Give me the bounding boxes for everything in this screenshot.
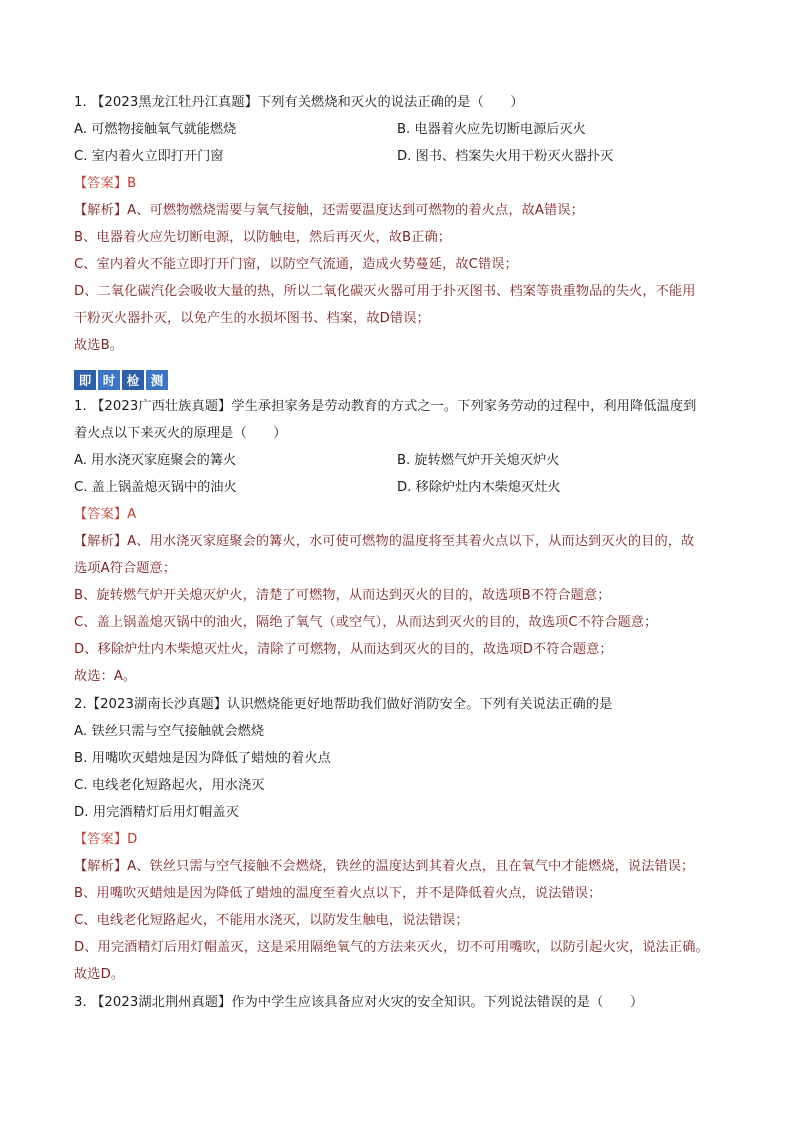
question-1-option-b: B. 电器着火应先切断电源后灭火 (397, 122, 586, 137)
question-3-option-d: D. 用完酒精灯后用灯帽盖灭 (74, 805, 239, 820)
question-1-analysis-line: C、室内着火不能立即打开门窗，以防空气流通，造成火势蔓延，故C错误； (74, 257, 518, 272)
question-3-stem: 2.【2023湖南长沙真题】认识燃烧能更好地帮助我们做好消防安全。下列有关说法正确的是 (74, 697, 613, 712)
question-2-stem-continued: 着火点以下来灭火的原理是（ ） (74, 426, 287, 441)
question-3-option-a: A. 铁丝只需与空气接触就会燃烧 (74, 724, 265, 739)
question-1-stem: 1. 【2023黑龙江牡丹江真题】下列有关燃烧和灭火的说法正确的是（ ） (74, 95, 524, 110)
section-heading-char: 测 (146, 370, 168, 390)
question-2-option-c: C. 盖上锅盖熄灭锅中的油火 (74, 480, 237, 495)
question-2-analysis-line: C、盖上锅盖熄灭锅中的油火，隔绝了氧气（或空气），从而达到灭火的目的，故选项C不符合题意； (74, 615, 658, 630)
question-3-analysis-line: 故选D。 (74, 967, 125, 982)
section-heading-char: 即 (74, 370, 96, 390)
question-1-option-d: D. 图书、档案失火用干粉灭火器扑灭 (397, 149, 614, 164)
question-1-analysis-line: D、二氧化碳汽化会吸收大量的热，所以二氧化碳灭火器可用于扑灭图书、档案等贵重物品的失火，不能用 (74, 284, 696, 299)
section-heading-char: 检 (122, 370, 144, 390)
question-3-option-c: C. 电线老化短路起火，用水浇灭 (74, 778, 265, 793)
question-1-analysis-line: 故选B。 (74, 338, 124, 353)
question-2-option-b: B. 旋转燃气炉开关熄灭炉火 (397, 453, 560, 468)
question-1-analysis-line: B、电器着火应先切断电源，以防触电，然后再灭火，故B正确； (74, 230, 452, 245)
question-3-answer: 【答案】D (74, 832, 138, 847)
question-1-answer: 【答案】B (74, 176, 137, 191)
question-2-stem: 1. 【2023广西壮族真题】学生承担家务是劳动教育的方式之一。下列家务劳动的过程中，利用降低温度到 (74, 399, 697, 414)
section-heading-char: 时 (98, 370, 120, 390)
question-3-analysis-line: 【解析】A、铁丝只需与空气接触不会燃烧，铁丝的温度达到其着火点，且在氧气中才能燃烧，说法错误； (74, 859, 695, 874)
question-2-analysis-line: 【解析】A、用水浇灭家庭聚会的篝火，水可使可燃物的温度将至其着火点以下，从而达到灭火的目的，故 (74, 534, 695, 549)
question-1-analysis-line: 干粉灭火器扑灭，以免产生的水损坏图书、档案，故D错误； (74, 311, 430, 326)
question-1-option-c: C. 室内着火立即打开门窗 (74, 149, 224, 164)
question-3-analysis-line: D、用完酒精灯后用灯帽盖灭，这是采用隔绝氧气的方法来灭火，切不可用嘴吹，以防引起火灾，说法正确。 (74, 940, 709, 955)
question-4-stem: 3. 【2023湖北荆州真题】作为中学生应该具备应对火灾的安全知识。下列说法错误的是（ ） (74, 995, 644, 1010)
question-3-analysis-line: C、电线老化短路起火，不能用水浇灭，以防发生触电，说法错误； (74, 913, 469, 928)
question-2-option-a: A. 用水浇灭家庭聚会的篝火 (74, 453, 237, 468)
question-2-analysis-line: B、旋转燃气炉开关熄灭炉火，清楚了可燃物，从而达到灭火的目的，故选项B不符合题意； (74, 588, 611, 603)
question-3-option-b: B. 用嘴吹灭蜡烛是因为降低了蜡烛的着火点 (74, 751, 331, 766)
question-2-answer: 【答案】A (74, 507, 137, 522)
question-1-option-a: A. 可燃物接触氧气就能燃烧 (74, 122, 237, 137)
section-heading (74, 370, 168, 390)
question-3-analysis-line: B、用嘴吹灭蜡烛是因为降低了蜡烛的温度至着火点以下，并不是降低着火点，说法错误； (74, 886, 602, 901)
question-2-analysis-line: 故选：A。 (74, 669, 137, 684)
question-2-analysis-line: 选项A符合题意； (74, 561, 177, 576)
question-1-analysis-line: 【解析】A、可燃物燃烧需要与氧气接触，还需要温度达到可燃物的着火点，故A错误； (74, 203, 584, 218)
question-2-analysis-line: D、移除炉灶内木柴熄灭灶火，清除了可燃物，从而达到灭火的目的，故选项D不符合题意； (74, 642, 613, 657)
question-2-option-d: D. 移除炉灶内木柴熄灭灶火 (397, 480, 561, 495)
